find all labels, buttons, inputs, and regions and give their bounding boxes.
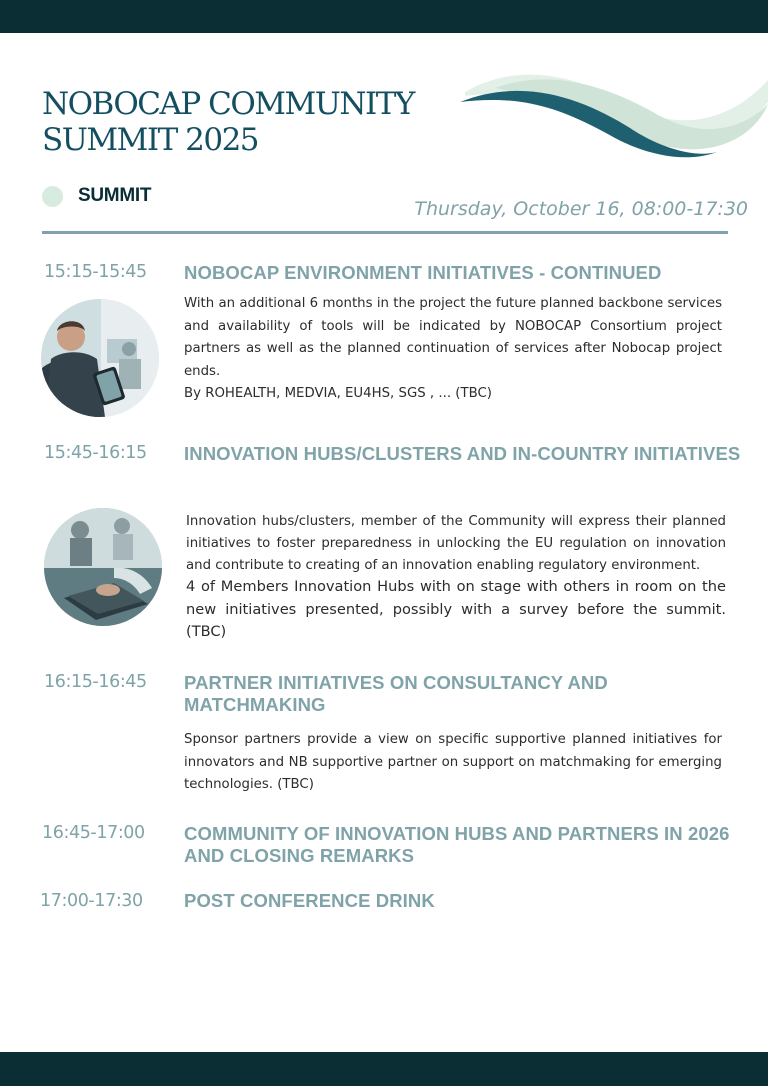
- section-label: SUMMIT: [78, 185, 152, 206]
- session-time: 15:15-15:45: [44, 262, 147, 282]
- session-description-text: With an additional 6 months in the project the future planned backbone services and availability of tools will be indicated by NOBOCAP Consortium project partners as well as the planned continuation of services after Nobocap project ends.: [184, 296, 722, 379]
- session-title: POST CONFERENCE DRINK: [184, 890, 435, 911]
- session-photo-businessman: [41, 299, 159, 417]
- bottom-bar: [0, 1052, 768, 1086]
- session-time: 15:45-16:15: [44, 443, 147, 463]
- wave-decoration: [455, 40, 768, 165]
- section-dot: [42, 186, 63, 207]
- session-description: [186, 511, 726, 644]
- session-time: 16:45-17:00: [42, 823, 145, 843]
- event-date: Thursday, October 16, 08:00-17:30: [414, 198, 748, 220]
- session-description-text: Innovation hubs/clusters, member of the Community will express their planned initiatives to foster preparedness in unlocking the EU regulation on innovation and contribute to creating of an innovation enabling regulatory environment.: [186, 514, 726, 573]
- session-presenters: By ROHEALTH, MEDVIA, EU4HS, SGS , ... (TBC): [184, 386, 492, 402]
- session-title: COMMUNITY OF INNOVATION HUBS AND PARTNERS IN 2026 AND CLOSING REMARKS: [184, 823, 730, 866]
- top-bar: [0, 0, 768, 33]
- session-presenters: 4 of Members Innovation Hubs with on stage with others in room on the new initiatives presented, possibly with a survey before the summit. (TBC): [186, 578, 726, 641]
- header-divider: [42, 231, 728, 234]
- session-description-text: Sponsor partners provide a view on specific supportive planned initiatives for innovators and NB supportive partner on support on matchmaking for emerging technologies. (TBC): [184, 732, 722, 793]
- session-time: 17:00-17:30: [40, 891, 143, 911]
- page-title: [42, 86, 414, 158]
- session-photo-laptop-meeting: [44, 508, 162, 626]
- session-time: 16:15-16:45: [44, 672, 147, 692]
- session-title: INNOVATION HUBS/CLUSTERS AND IN-COUNTRY INITIATIVES: [184, 443, 741, 464]
- session-title: NOBOCAP ENVIRONMENT INITIATIVES - CONTINUED: [184, 262, 662, 283]
- session-description: [184, 293, 722, 406]
- session-title: PARTNER INITIATIVES ON CONSULTANCY AND MATCHMAKING: [184, 672, 608, 715]
- session-description: [184, 729, 722, 797]
- title-line-2: SUMMIT 2025: [42, 122, 259, 158]
- title-line-1: NOBOCAP COMMUNITY: [42, 86, 414, 122]
